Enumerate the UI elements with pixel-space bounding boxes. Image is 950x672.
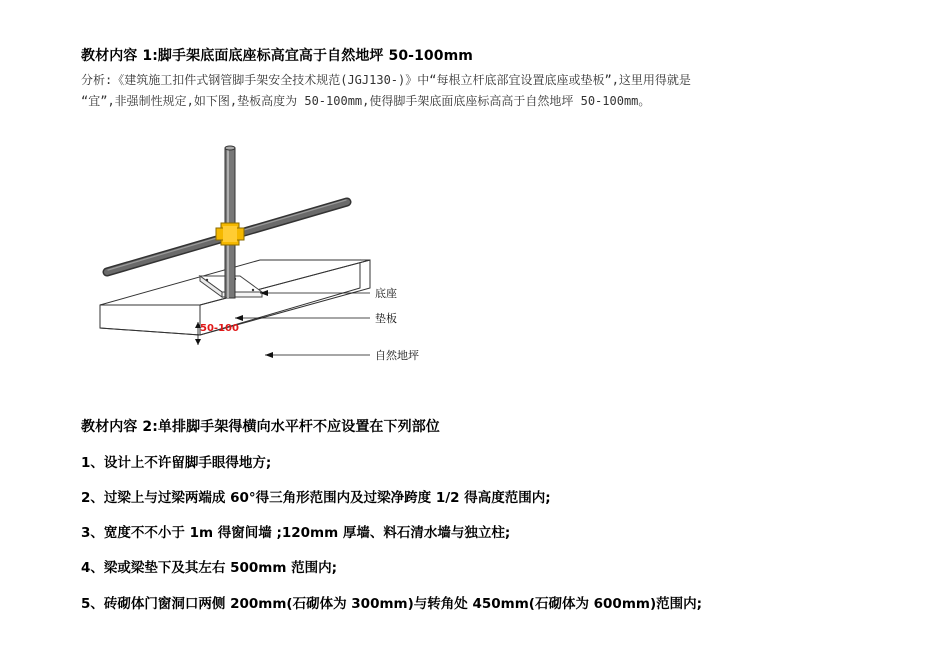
section1-analysis: [81, 70, 871, 112]
analysis-line-2: “宜”,非强制性规定,如下图,垫板高度为 50-100mm,使得脚手架底面底座标高高于自然地坪 50-100mm。: [81, 94, 651, 108]
label-pad: 垫板: [375, 312, 397, 325]
list-item: 3、宽度不不小于 1m 得窗间墙 ;120mm 厚墙、料石清水墙与独立柱;: [81, 525, 511, 541]
label-base: 底座: [375, 287, 397, 300]
list-item: 5、砖砌体门窗洞口两侧 200mm(石砌体为 300mm)与转角处 450mm(石砌体为 600mm)范围内;: [81, 596, 703, 612]
analysis-line-1: 分析:《建筑施工扣件式钢管脚手架安全技术规范(JGJ130-)》中“每根立杆底部宜设置底座或垫板”,这里用得就是: [81, 73, 691, 87]
list-item: 2、过梁上与过梁两端成 60°得三角形范围内及过梁净跨度 1/2 得高度范围内;: [81, 490, 551, 506]
vertical-pole: [225, 146, 235, 298]
dimension-label: 50-100: [200, 323, 239, 334]
section2-heading: 教材内容 2:单排脚手架得横向水平杆不应设置在下列部位: [81, 419, 440, 435]
label-ground: 自然地坪: [375, 349, 419, 362]
list-item: 1、设计上不许留脚手眼得地方;: [81, 455, 272, 471]
scaffold-base-diagram: [95, 140, 455, 370]
list-item: 4、梁或梁垫下及其左右 500mm 范围内;: [81, 560, 338, 576]
section1-heading: 教材内容 1:脚手架底面底座标高宜高于自然地坪 50-100mm: [81, 48, 473, 64]
